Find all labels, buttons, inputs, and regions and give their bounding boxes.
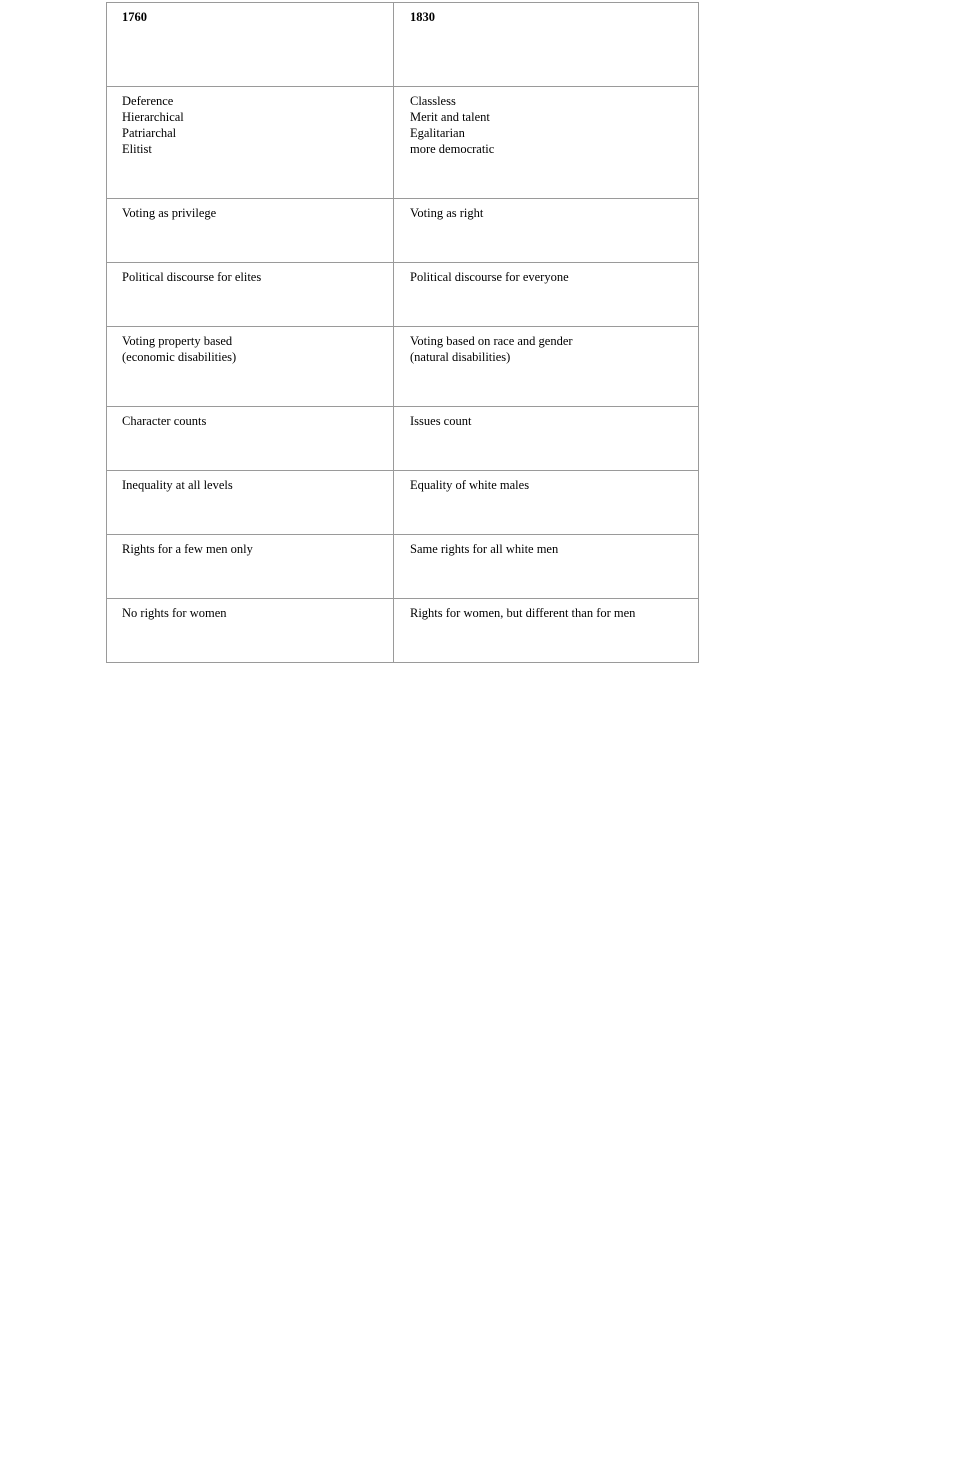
table-row bbox=[107, 327, 699, 407]
table-cell-1760 bbox=[107, 263, 394, 327]
table-cell-1830 bbox=[394, 199, 699, 263]
table-row bbox=[107, 535, 699, 599]
cell-text: Voting based on race and gender bbox=[410, 334, 573, 348]
cell-text: Patriarchal bbox=[122, 126, 177, 140]
table-header-row bbox=[107, 3, 699, 87]
table-cell-1830 bbox=[394, 535, 699, 599]
table-cell-1830 bbox=[394, 263, 699, 327]
table-cell-1760 bbox=[107, 327, 394, 407]
table-cell-1760 bbox=[107, 87, 394, 199]
table-cell-1760 bbox=[107, 599, 394, 663]
cell-text: Classless bbox=[410, 94, 456, 108]
header-cell-1760 bbox=[107, 3, 394, 87]
table-cell-1760 bbox=[107, 407, 394, 471]
cell-text: Hierarchical bbox=[122, 110, 184, 124]
cell-text: Inequality at all levels bbox=[122, 478, 233, 492]
cell-text: more democratic bbox=[410, 142, 495, 156]
cell-text: Rights for a few men only bbox=[122, 542, 253, 556]
cell-text: Deference bbox=[122, 94, 174, 108]
table-cell-1830 bbox=[394, 471, 699, 535]
cell-text: (natural disabilities) bbox=[410, 350, 511, 364]
cell-text: (economic disabilities) bbox=[122, 350, 237, 364]
cell-text: Equality of white males bbox=[410, 478, 530, 492]
cell-text: Same rights for all white men bbox=[410, 542, 559, 556]
cell-text: Voting property based bbox=[122, 334, 233, 348]
table-row bbox=[107, 407, 699, 471]
cell-text: Rights for women, but different than for men bbox=[410, 606, 636, 620]
cell-text: Political discourse for elites bbox=[122, 270, 262, 284]
table-cell-1830 bbox=[394, 327, 699, 407]
table-row bbox=[107, 87, 699, 199]
cell-text: No rights for women bbox=[122, 606, 227, 620]
cell-text: Character counts bbox=[122, 414, 207, 428]
cell-text: Voting as right bbox=[410, 206, 484, 220]
header-cell-1830 bbox=[394, 3, 699, 87]
comparison-table bbox=[106, 2, 699, 663]
table-cell-1760 bbox=[107, 471, 394, 535]
table-cell-1760 bbox=[107, 199, 394, 263]
table-cell-1830 bbox=[394, 599, 699, 663]
table-cell-1760 bbox=[107, 535, 394, 599]
table-cell-1830 bbox=[394, 407, 699, 471]
cell-text: Voting as privilege bbox=[122, 206, 217, 220]
table-row bbox=[107, 599, 699, 663]
table-row bbox=[107, 263, 699, 327]
cell-text: Merit and talent bbox=[410, 110, 490, 124]
cell-text: Egalitarian bbox=[410, 126, 465, 140]
table-row bbox=[107, 199, 699, 263]
header-label-1830: 1830 bbox=[410, 10, 435, 24]
cell-text: Political discourse for everyone bbox=[410, 270, 569, 284]
header-label-1760: 1760 bbox=[122, 10, 147, 24]
table-cell-1830 bbox=[394, 87, 699, 199]
cell-text: Elitist bbox=[122, 142, 152, 156]
table-row bbox=[107, 471, 699, 535]
cell-text: Issues count bbox=[410, 414, 472, 428]
